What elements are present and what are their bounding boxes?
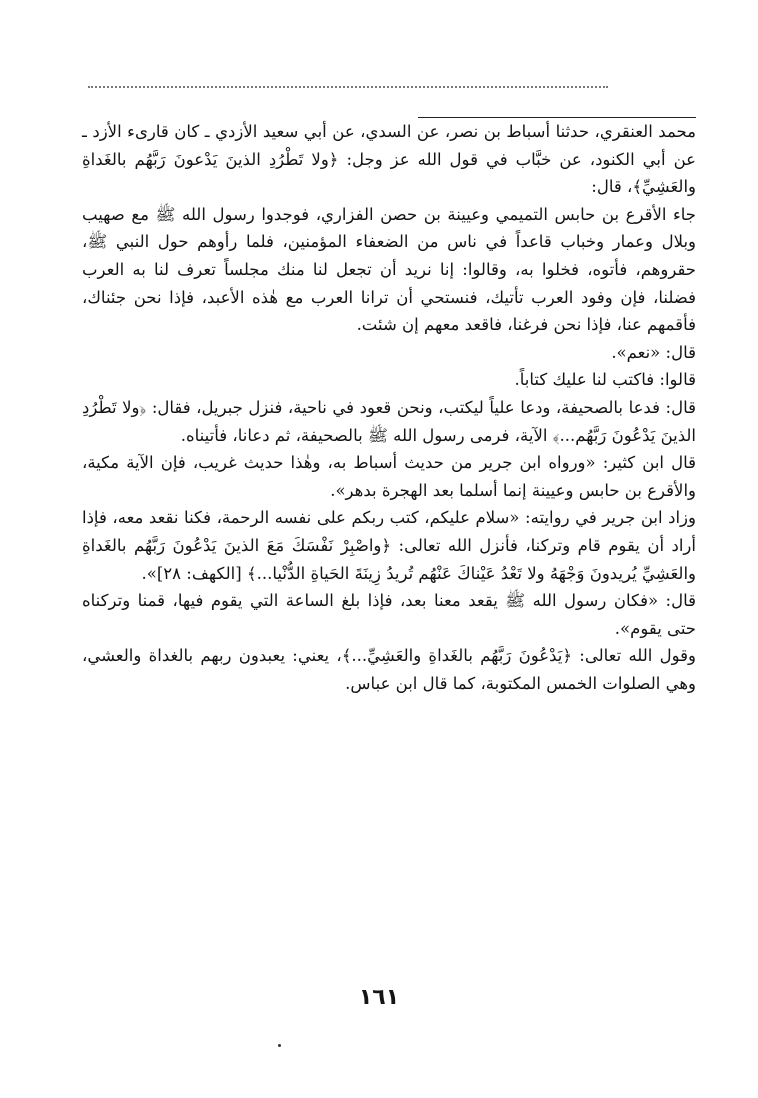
- paragraph-2: جاء الأقرع بن حابس التميمي وعيينة بن حصن الفزاري، فوجدوا رسول الله ﷺ مع صهيب وبلال وعمار وخباب قاعداً في ناس من الضعفاء المؤمنين، فلما رأوهم حول النبي ﷺ، حقروهم، فأتوه، فخلوا به، وقالوا: إنا نريد أن تجعل لنا منك مجلساً تعرف لنا به العرب فضلنا، فإن وفود العرب تأتيك، فنستحي أن ترانا العرب مع هٰذه الأعبد، فإذا نحن جئناك، فأقمهم عنا، فإذا نحن فرغنا، فاقعد معهم إن شئت.: [82, 204, 696, 335]
- paragraph-5: قال: فدعا بالصحيفة، ودعا علياً ليكتب، ونحن قعود في ناحية، فنزل جبريل، فقال: ﴿ولا تَطْرُدِ الذينَ يَدْعُونَ رَبَّهُم...﴾ الآية، فرمى رسول الله ﷺ بالصحيفة، ثم دعانا، فأتيناه.: [82, 397, 696, 445]
- page-number: ١٦١: [358, 985, 400, 1010]
- paragraph-6: قال ابن كثير: «ورواه ابن جرير من حديث أسباط به، وهٰذا حديث غريب، فإن الآية مكية، والأقرع بن حابس وعيينة إنما أسلما بعد الهجرة بدهر».: [82, 453, 696, 500]
- header-dotted-rule: [88, 86, 608, 88]
- paragraph-4: قالوا: فاكتب لنا عليك كتاباً.: [514, 370, 696, 390]
- paragraph-1: محمد العنقري، حدثنا أسباط بن نصر، عن السدي، عن أبي سعيد الأزدي ـ كان قارىء الأزد ـ عن أبي الكنود، عن خبَّاب في قول الله عز وجل: ﴿ولا تَطْرُدِ الذينَ يَدْعونَ رَبَّهُم بالغَداةِ والعَشِيِّ﴾، قال:: [82, 122, 696, 197]
- paragraph-3: قال: «نعم».: [611, 342, 696, 362]
- scan-speck: [278, 1044, 281, 1047]
- body-text: [82, 118, 696, 697]
- paragraph-7: وزاد ابن جرير في روايته: «سلام عليكم، كتب ربكم على نفسه الرحمة، فكنا نقعد معه، فإذا أراد أن يقوم قام وتركنا، فأنزل الله تعالى: ﴿واصْبِرْ نَفْسَكَ مَعَ الذينَ يَدْعُونَ رَبَّهُم بالغَداةِ والعَشِيِّ يُريدونَ وَجْهَهُ ولا تَعْدُ عَيْناكَ عَنْهُم تُريدُ زِينَةَ الحَياةِ الدُّنْيا...﴾ [الكهف: ٢٨]».: [82, 508, 696, 583]
- paragraph-9: وقول الله تعالى: ﴿يَدْعُونَ رَبَّهُم بالغَداةِ والعَشِيِّ...﴾، يعني: يعبدون ربهم بالغداة والعشي، وهي الصلوات الخمس المكتوبة، كما قال ابن عباس.: [82, 646, 696, 693]
- paragraph-8: قال: «فكان رسول الله ﷺ يقعد معنا بعد، فإذا بلغ الساعة التي يقوم فيها، قمنا وتركناه حتى يقوم».: [82, 591, 696, 638]
